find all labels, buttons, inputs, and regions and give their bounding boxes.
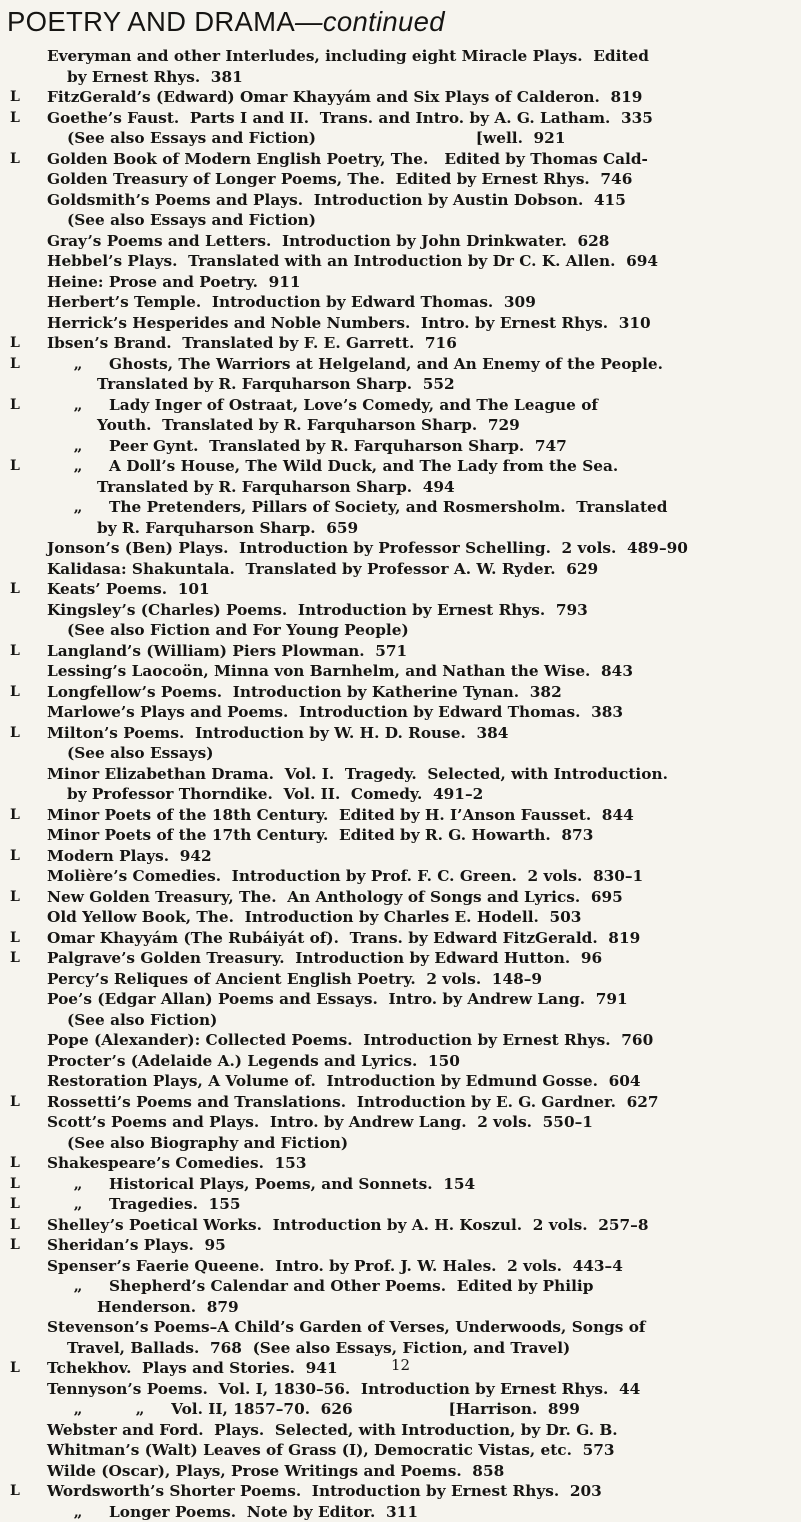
catalog-entry <box>0 1174 801 1195</box>
catalog-entry <box>0 251 801 272</box>
catalog-entry <box>0 1317 801 1338</box>
catalog-entry <box>0 1153 801 1174</box>
catalog-entry <box>0 989 801 1010</box>
catalog-entry <box>0 67 801 88</box>
entry-text: Modern Plays. 942 <box>47 846 212 867</box>
catalog-entry <box>0 1010 801 1031</box>
entry-text: Wordsworth’s Shorter Poems. Introduction by Ernest Rhys. 203 <box>47 1481 602 1502</box>
entry-text: Langland’s (William) Piers Plowman. 571 <box>47 641 407 662</box>
catalog-entry <box>0 149 801 170</box>
catalog-entry <box>0 1051 801 1072</box>
catalog-entry <box>0 354 801 375</box>
library-mark: L <box>10 846 30 867</box>
entry-text: by Ernest Rhys. 381 <box>67 67 243 88</box>
catalog-entry <box>0 272 801 293</box>
catalog-entry <box>0 1215 801 1236</box>
entry-text: Restoration Plays, A Volume of. Introduction by Edmund Gosse. 604 <box>47 1071 641 1092</box>
entry-text: Translated by R. Farquharson Sharp. 494 <box>97 477 455 498</box>
entry-text: Tennyson’s Poems. Vol. I, 1830–56. Introduction by Ernest Rhys. 44 <box>47 1379 640 1400</box>
catalog-entry <box>0 1194 801 1215</box>
catalog-entry <box>0 374 801 395</box>
catalog-entry <box>0 1379 801 1400</box>
entry-text: by Professor Thorndike. Vol. II. Comedy. 491–2 <box>67 784 483 805</box>
entry-text: (See also Essays) <box>67 743 213 764</box>
library-mark: L <box>10 1194 30 1215</box>
page-title <box>7 6 445 38</box>
catalog-entry <box>0 702 801 723</box>
entry-text: by R. Farquharson Sharp. 659 <box>97 518 358 539</box>
page-number: 12 <box>0 1355 801 1375</box>
library-mark: L <box>10 723 30 744</box>
section-title: POETRY AND DRAMA <box>7 6 295 37</box>
entry-text: Percy’s Reliques of Ancient English Poetry. 2 vols. 148–9 <box>47 969 542 990</box>
entry-text: Minor Elizabethan Drama. Vol. I. Tragedy. Selected, with Introduction. <box>47 764 668 785</box>
entry-text: „ Shepherd’s Calendar and Other Poems. Edited by Philip <box>47 1276 593 1297</box>
entry-text: Wilde (Oscar), Plays, Prose Writings and Poems. 858 <box>47 1461 504 1482</box>
entry-text: „ Tragedies. 155 <box>47 1194 240 1215</box>
entry-text: „ Lady Inger of Ostraat, Love’s Comedy, and The League of <box>47 395 598 416</box>
library-mark: L <box>10 1358 30 1379</box>
entry-text: Goethe’s Faust. Parts I and II. Trans. and Intro. by A. G. Latham. 335 <box>47 108 653 129</box>
catalog-entry <box>0 108 801 129</box>
entry-text: Shakespeare’s Comedies. 153 <box>47 1153 306 1174</box>
catalog-entry <box>0 313 801 334</box>
library-mark: L <box>10 1481 30 1502</box>
library-mark: L <box>10 1235 30 1256</box>
entry-text: Tchekhov. Plays and Stories. 941 <box>47 1358 338 1379</box>
catalog-entry <box>0 128 801 149</box>
catalog-entry <box>0 477 801 498</box>
catalog-entry <box>0 579 801 600</box>
catalog-entry <box>0 620 801 641</box>
library-mark: L <box>10 1092 30 1113</box>
entry-text: Scott’s Poems and Plays. Intro. by Andrew Lang. 2 vols. 550–1 <box>47 1112 593 1133</box>
catalog-entry <box>0 784 801 805</box>
catalog-entry <box>0 169 801 190</box>
catalog-entry <box>0 497 801 518</box>
entry-text: New Golden Treasury, The. An Anthology of Songs and Lyrics. 695 <box>47 887 623 908</box>
entry-text: Marlowe’s Plays and Poems. Introduction by Edward Thomas. 383 <box>47 702 623 723</box>
entry-text: Molière’s Comedies. Introduction by Prof. F. C. Green. 2 vols. 830–1 <box>47 866 643 887</box>
entry-text: „ Historical Plays, Poems, and Sonnets. 154 <box>47 1174 475 1195</box>
catalog-entry <box>0 825 801 846</box>
catalog-entry <box>0 682 801 703</box>
entry-text: Translated by R. Farquharson Sharp. 552 <box>97 374 455 395</box>
catalog-entry <box>0 743 801 764</box>
catalog-entry <box>0 333 801 354</box>
entry-text: Kingsley’s (Charles) Poems. Introduction by Ernest Rhys. 793 <box>47 600 588 621</box>
catalog-entry <box>0 559 801 580</box>
entry-text: (See also Essays and Fiction) <box>67 210 316 231</box>
catalog-entry <box>0 538 801 559</box>
entry-text: Herrick’s Hesperides and Noble Numbers. Intro. by Ernest Rhys. 310 <box>47 313 651 334</box>
entry-text: FitzGerald’s (Edward) Omar Khayyám and Six Plays of Calderon. 819 <box>47 87 642 108</box>
entry-text: (See also Essays and Fiction) [well. 921 <box>67 128 565 149</box>
catalog-entry <box>0 46 801 67</box>
catalog-entry <box>0 231 801 252</box>
library-mark: L <box>10 354 30 375</box>
catalog-entry <box>0 928 801 949</box>
library-mark: L <box>10 1174 30 1195</box>
entry-text: Old Yellow Book, The. Introduction by Charles E. Hodell. 503 <box>47 907 581 928</box>
catalog-entry <box>0 1399 801 1420</box>
catalog-entry <box>0 1256 801 1277</box>
catalog-entry <box>0 907 801 928</box>
library-mark: L <box>10 1153 30 1174</box>
entry-text: Whitman’s (Walt) Leaves of Grass (I), Democratic Vistas, etc. 573 <box>47 1440 615 1461</box>
catalog-entry <box>0 456 801 477</box>
library-mark: L <box>10 641 30 662</box>
catalog-entry <box>0 1502 801 1522</box>
entry-text: Minor Poets of the 18th Century. Edited by H. I’Anson Fausset. 844 <box>47 805 634 826</box>
entry-text: Everyman and other Interludes, including eight Miracle Plays. Edited <box>47 46 649 67</box>
catalog-entry <box>0 1092 801 1113</box>
entry-text: „ Peer Gynt. Translated by R. Farquharson Sharp. 747 <box>47 436 567 457</box>
catalog-entry <box>0 1133 801 1154</box>
catalog-entry <box>0 1071 801 1092</box>
entry-text: „ „ Vol. II, 1857–70. 626 [Harrison. 899 <box>47 1399 580 1420</box>
catalog-entry <box>0 210 801 231</box>
catalog-entry <box>0 1112 801 1133</box>
continued-label: —continued <box>295 6 445 37</box>
entry-text: Milton’s Poems. Introduction by W. H. D. Rouse. 384 <box>47 723 508 744</box>
entry-text: Sheridan’s Plays. 95 <box>47 1235 226 1256</box>
entry-text: „ Ghosts, The Warriors at Helgeland, and An Enemy of the People. <box>47 354 663 375</box>
catalog-entry <box>0 1276 801 1297</box>
entry-text: Heine: Prose and Poetry. 911 <box>47 272 301 293</box>
library-mark: L <box>10 948 30 969</box>
library-mark: L <box>10 395 30 416</box>
entry-text: „ The Pretenders, Pillars of Society, and Rosmersholm. Translated <box>47 497 667 518</box>
catalog-entry <box>0 1440 801 1461</box>
entry-text: Youth. Translated by R. Farquharson Sharp. 729 <box>97 415 520 436</box>
entry-text: „ A Doll’s House, The Wild Duck, and The Lady from the Sea. <box>47 456 618 477</box>
entry-text: Ibsen’s Brand. Translated by F. E. Garrett. 716 <box>47 333 457 354</box>
entry-text: (See also Fiction) <box>67 1010 217 1031</box>
library-mark: L <box>10 149 30 170</box>
entry-text: Rossetti’s Poems and Translations. Introduction by E. G. Gardner. 627 <box>47 1092 659 1113</box>
entry-text: Hebbel’s Plays. Translated with an Introduction by Dr C. K. Allen. 694 <box>47 251 658 272</box>
catalog-entry <box>0 395 801 416</box>
library-mark: L <box>10 333 30 354</box>
entry-text: Poe’s (Edgar Allan) Poems and Essays. Intro. by Andrew Lang. 791 <box>47 989 628 1010</box>
catalog-entry <box>0 1030 801 1051</box>
entry-text: Herbert’s Temple. Introduction by Edward Thomas. 309 <box>47 292 536 313</box>
entry-text: Kalidasa: Shakuntala. Translated by Professor A. W. Ryder. 629 <box>47 559 598 580</box>
library-mark: L <box>10 682 30 703</box>
entry-text: (See also Fiction and For Young People) <box>67 620 409 641</box>
entry-text: „ Longer Poems. Note by Editor. 311 <box>47 1502 418 1522</box>
library-mark: L <box>10 579 30 600</box>
entry-text: Webster and Ford. Plays. Selected, with Introduction, by Dr. G. B. <box>47 1420 618 1441</box>
entry-text: Shelley’s Poetical Works. Introduction by A. H. Koszul. 2 vols. 257–8 <box>47 1215 648 1236</box>
entry-text: Golden Treasury of Longer Poems, The. Edited by Ernest Rhys. 746 <box>47 169 632 190</box>
entry-text: Minor Poets of the 17th Century. Edited by R. G. Howarth. 873 <box>47 825 593 846</box>
entry-text: Stevenson’s Poems–A Child’s Garden of Verses, Underwoods, Songs of <box>47 1317 645 1338</box>
catalog-list <box>0 46 801 1522</box>
entry-text: Lessing’s Laocoön, Minna von Barnhelm, and Nathan the Wise. 843 <box>47 661 633 682</box>
catalog-entry <box>0 846 801 867</box>
library-mark: L <box>10 456 30 477</box>
entry-text: Omar Khayyám (The Rubáiyát of). Trans. by Edward FitzGerald. 819 <box>47 928 640 949</box>
entry-text: Spenser’s Faerie Queene. Intro. by Prof. J. W. Hales. 2 vols. 443–4 <box>47 1256 623 1277</box>
library-mark: L <box>10 87 30 108</box>
entry-text: Longfellow’s Poems. Introduction by Katherine Tynan. 382 <box>47 682 562 703</box>
catalog-entry <box>0 661 801 682</box>
library-mark: L <box>10 805 30 826</box>
library-mark: L <box>10 887 30 908</box>
catalog-entry <box>0 723 801 744</box>
library-mark: L <box>10 928 30 949</box>
entry-text: Travel, Ballads. 768 (See also Essays, Fiction, and Travel) <box>67 1338 570 1359</box>
entry-text: Jonson’s (Ben) Plays. Introduction by Professor Schelling. 2 vols. 489–90 <box>47 538 688 559</box>
entry-text: (See also Biography and Fiction) <box>67 1133 348 1154</box>
library-mark: L <box>10 108 30 129</box>
catalog-entry <box>0 948 801 969</box>
catalog-entry <box>0 1297 801 1318</box>
entry-text: Pope (Alexander): Collected Poems. Introduction by Ernest Rhys. 760 <box>47 1030 653 1051</box>
catalog-entry <box>0 87 801 108</box>
catalog-entry <box>0 641 801 662</box>
catalog-entry <box>0 1461 801 1482</box>
catalog-entry <box>0 887 801 908</box>
catalog-entry <box>0 436 801 457</box>
entry-text: Henderson. 879 <box>97 1297 239 1318</box>
library-mark: L <box>10 1215 30 1236</box>
entry-text: Keats’ Poems. 101 <box>47 579 210 600</box>
entry-text: Palgrave’s Golden Treasury. Introduction by Edward Hutton. 96 <box>47 948 602 969</box>
entry-text: Golden Book of Modern English Poetry, The. Edited by Thomas Cald- <box>47 149 648 170</box>
catalog-entry <box>0 600 801 621</box>
entry-text: Procter’s (Adelaide A.) Legends and Lyrics. 150 <box>47 1051 460 1072</box>
catalog-entry <box>0 415 801 436</box>
catalog-entry <box>0 518 801 539</box>
catalog-entry <box>0 969 801 990</box>
catalog-entry <box>0 1481 801 1502</box>
catalog-entry <box>0 292 801 313</box>
catalog-entry <box>0 1420 801 1441</box>
entry-text: Goldsmith’s Poems and Plays. Introduction by Austin Dobson. 415 <box>47 190 626 211</box>
catalog-entry <box>0 866 801 887</box>
catalog-entry <box>0 190 801 211</box>
entry-text: Gray’s Poems and Letters. Introduction by John Drinkwater. 628 <box>47 231 609 252</box>
catalog-entry <box>0 805 801 826</box>
catalog-entry <box>0 764 801 785</box>
catalog-entry <box>0 1235 801 1256</box>
